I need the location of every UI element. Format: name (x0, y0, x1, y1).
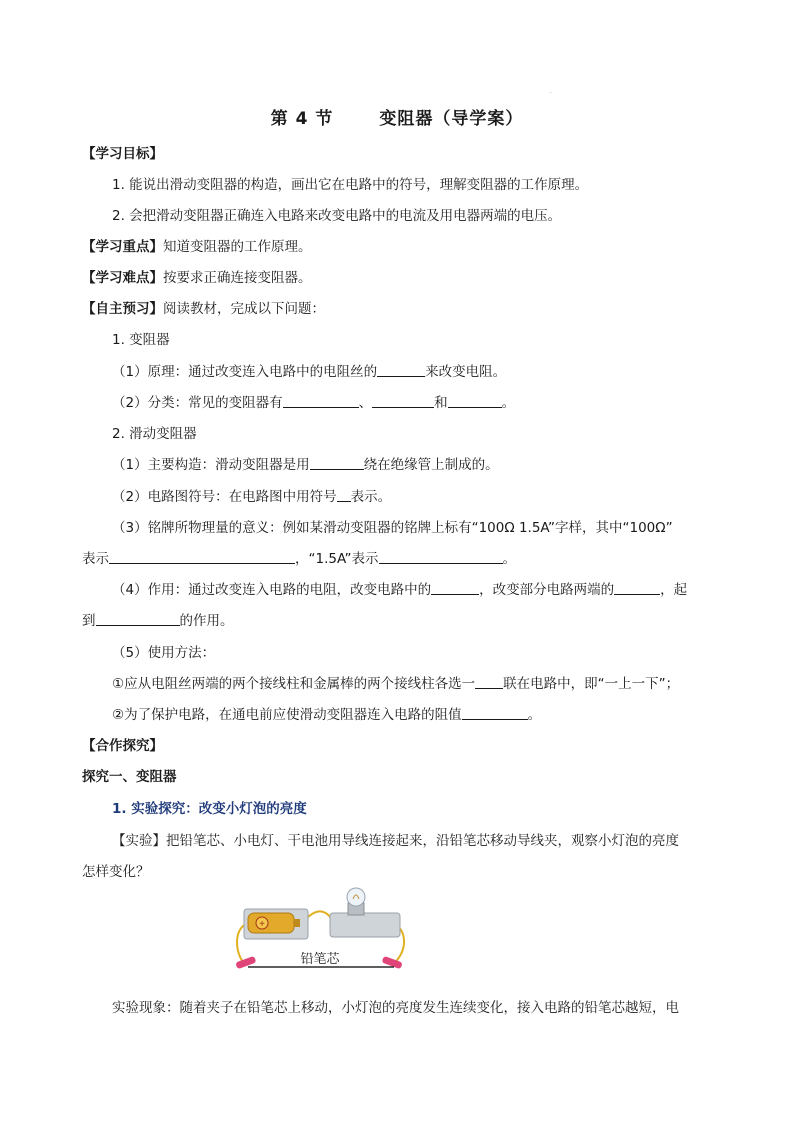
battery-icon (248, 913, 294, 933)
fill-blank[interactable] (283, 393, 359, 408)
fill-blank[interactable] (431, 580, 479, 595)
symbol-text-a: （2）电路图符号：在电路图中用符号 (112, 489, 337, 505)
section-1-title: 1. 变阻器 (112, 332, 170, 348)
phenomenon-text: 实验现象：随着夹子在铅笔芯上移动，小灯泡的亮度发生连续变化，接入电路的铅笔芯越短，电 (112, 1000, 679, 1016)
plate-text-a: 表示 (82, 551, 109, 567)
class-text-a: （2）分类：常见的变阻器有 (112, 395, 283, 411)
preview (82, 299, 325, 319)
light-bulb-icon (347, 888, 365, 906)
function-line (112, 580, 687, 600)
use-text-c: ，起 (660, 582, 688, 598)
nameplate-line: （3）铭牌所物理量的意义：例如某滑动变阻器的铭牌上标有“100Ω 1.5A”字样，其中“100Ω” (112, 520, 673, 536)
method2-text-b: 。 (527, 707, 542, 723)
objective-1: 1. 能说出滑动变阻器的构造，画出它在电路中的符号，理解变阻器的工作原理。 (112, 177, 589, 193)
method2-text-a: ②为了保护电路，在通电前应使滑动变阻器连入电路的阻值 (112, 707, 462, 723)
title-name: 变阻器（导学案） (379, 109, 524, 129)
key-point-heading: 【学习重点】 (82, 239, 163, 255)
experiment-title: 1. 实验探究：改变小灯泡的亮度 (112, 801, 307, 817)
fill-blank[interactable] (337, 487, 351, 502)
method-2 (112, 705, 541, 725)
difficulty-text: 按要求正确连接变阻器。 (163, 270, 312, 286)
class-text-d: 。 (501, 395, 516, 411)
preview-intro: 阅读教材，完成以下问题： (163, 301, 325, 317)
plate-text-c: 。 (502, 551, 517, 567)
fill-blank[interactable] (372, 393, 434, 408)
use-text-b: ，改变部分电路两端的 (479, 582, 615, 598)
method1-text-a: ①应从电阻丝两端的两个接线柱和金属棒的两个接线柱各选一 (112, 676, 476, 692)
fill-blank[interactable] (310, 455, 364, 470)
fill-blank[interactable] (448, 393, 502, 408)
experiment-figure (222, 885, 412, 983)
principle-line (112, 362, 506, 382)
use-text-a: （4）作用：通过改变连入电路的电阻，改变电路中的 (112, 582, 432, 598)
experiment-text: 【实验】把铅笔芯、小电灯、干电池用导线连接起来，沿铅笔芯移动导线夹，观察小灯泡的亮度 (112, 833, 679, 849)
page-title (0, 104, 794, 129)
middle-wire (306, 911, 332, 919)
difficulty-heading: 【学习难点】 (82, 270, 163, 286)
structure-line (112, 455, 499, 475)
svg-text:+: + (259, 919, 265, 930)
objective-2: 2. 会把滑动变阻器正确连入电路来改变电路中的电流及用电器两端的电压。 (112, 208, 562, 224)
method1-text-b: 联在电路中，即“一上一下”； (503, 676, 680, 692)
class-text-c: 和 (434, 395, 448, 411)
experiment-text-2: 怎样变化？ (82, 864, 150, 880)
plate-text-b: ，“1.5A”表示 (295, 551, 379, 567)
fill-blank[interactable] (379, 549, 503, 564)
fill-blank[interactable] (614, 580, 660, 595)
title-section: 第 4 节 (270, 109, 334, 129)
fill-blank[interactable] (475, 674, 503, 689)
explore-1-heading: 探究一、变阻器 (82, 769, 177, 785)
classification-line (112, 393, 515, 413)
function-line-2 (82, 611, 234, 631)
nameplate-line-2 (82, 549, 516, 569)
key-point-text: 知道变阻器的工作原理。 (163, 239, 312, 255)
method-title: （5）使用方法： (112, 645, 216, 661)
structure-text-a: （1）主要构造：滑动变阻器是用 (112, 457, 310, 473)
symbol-text-b: 表示。 (350, 489, 392, 505)
use2-text-a: 到 (82, 613, 96, 629)
key-point (82, 237, 312, 257)
method-1 (112, 674, 679, 694)
page-mark: . (550, 88, 552, 95)
difficulty (82, 268, 312, 288)
bulb-board (330, 913, 400, 937)
circuit-illustration (222, 885, 412, 983)
class-text-b: 、 (358, 395, 373, 411)
fill-blank[interactable] (377, 362, 425, 377)
figure-label: 铅笔芯 (300, 952, 340, 967)
use2-text-b: 的作用。 (179, 613, 234, 629)
fill-blank[interactable] (96, 611, 180, 626)
preview-heading: 【自主预习】 (82, 301, 163, 317)
symbol-line (112, 487, 391, 507)
fill-blank[interactable] (109, 549, 295, 564)
structure-text-b: 绕在绝缘管上制成的。 (363, 457, 499, 473)
principle-text-a: （1）原理：通过改变连入电路中的电阻丝的 (112, 364, 378, 380)
battery-terminal (294, 919, 300, 927)
principle-text-b: 来改变电阻。 (425, 364, 507, 380)
fill-blank[interactable] (462, 705, 528, 720)
cooperate-heading: 【合作探究】 (82, 738, 163, 754)
section-2-title: 2. 滑动变阻器 (112, 426, 197, 442)
objectives-heading: 【学习目标】 (82, 146, 163, 162)
